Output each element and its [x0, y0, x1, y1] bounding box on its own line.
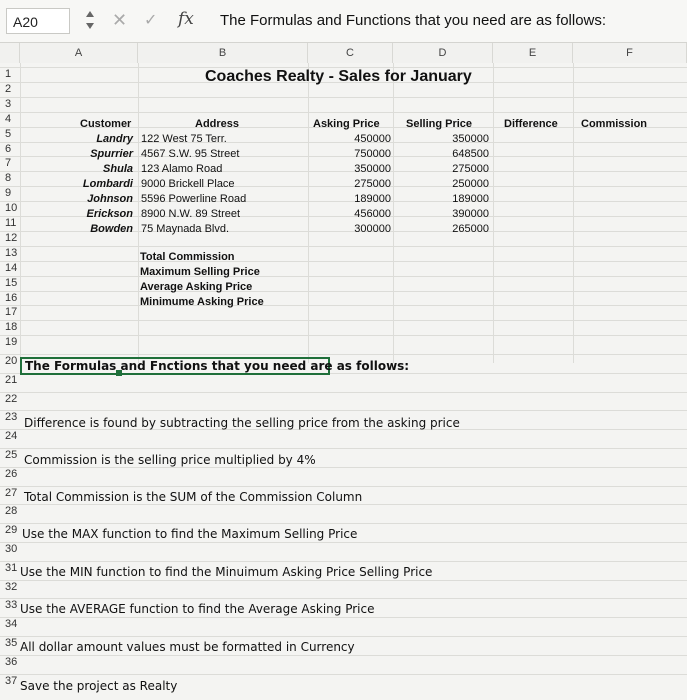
label-max-selling[interactable]: Maximum Selling Price: [140, 266, 260, 278]
label-total-commission[interactable]: Total Commission: [140, 251, 235, 263]
row-gridline: [0, 598, 687, 599]
customer-cell[interactable]: Spurrier: [90, 148, 133, 160]
row-header[interactable]: 11: [5, 217, 17, 229]
row-header[interactable]: 15: [5, 276, 18, 289]
row-gridline: [0, 542, 687, 543]
row-header[interactable]: 35: [5, 637, 18, 649]
row-header[interactable]: 26: [5, 467, 18, 480]
row-header[interactable]: 37: [5, 674, 18, 687]
row-header[interactable]: 32: [5, 580, 18, 593]
customer-cell[interactable]: Johnson: [87, 193, 133, 205]
selling-price-cell[interactable]: 390000: [452, 208, 489, 220]
row-gridline: [0, 354, 687, 355]
row-gridline: [0, 392, 687, 393]
selling-price-cell[interactable]: 648500: [452, 148, 489, 160]
address-cell[interactable]: 8900 N.W. 89 Street: [141, 208, 241, 220]
row-header[interactable]: 3: [5, 97, 12, 110]
row-header[interactable]: 21: [5, 373, 18, 386]
customer-cell[interactable]: Bowden: [90, 223, 133, 235]
note-row-29[interactable]: Use the MAX function to find the Maximum Selling Price: [22, 527, 358, 541]
note-row-37[interactable]: Save the project as Realty: [20, 679, 178, 693]
row-header[interactable]: 36: [5, 655, 18, 668]
address-cell[interactable]: 122 West 75 Terr.: [141, 133, 227, 145]
row-gridline: [0, 617, 687, 618]
address-cell[interactable]: 75 Maynada Blvd.: [141, 223, 230, 235]
row-gridline: [0, 655, 687, 656]
row-gridline: [0, 448, 687, 449]
row-gridline: [0, 112, 687, 113]
row-header[interactable]: 7: [5, 157, 12, 170]
header-address[interactable]: Address: [195, 118, 240, 130]
row-gridline: [0, 276, 687, 277]
row-header[interactable]: 28: [5, 505, 18, 518]
confirm-icon[interactable]: ✓: [144, 12, 158, 29]
header-asking-price[interactable]: Asking Price: [313, 118, 380, 130]
row-gridline: [0, 486, 687, 487]
note-row-33[interactable]: Use the AVERAGE function to find the Average Asking Price: [20, 602, 375, 616]
row-gridline: [0, 523, 687, 524]
row-header[interactable]: 33: [5, 599, 18, 612]
asking-price-cell[interactable]: 189000: [354, 193, 391, 205]
column-header-d[interactable]: D: [393, 43, 493, 63]
row-gridline: [0, 97, 687, 98]
row-gridline: [0, 335, 687, 336]
row-header[interactable]: 22: [5, 392, 18, 405]
customer-cell[interactable]: Erickson: [86, 208, 133, 220]
formula-input[interactable]: The Formulas and Functions that you need are as follows:: [220, 12, 607, 29]
customer-cell[interactable]: Lombardi: [82, 178, 133, 190]
row-gridline: [0, 320, 687, 321]
asking-price-cell[interactable]: 350000: [354, 163, 391, 175]
row-header[interactable]: 20: [5, 355, 18, 367]
column-header-c[interactable]: C: [308, 43, 393, 63]
column-header-f[interactable]: F: [573, 43, 687, 63]
row-gridline: [0, 561, 687, 562]
row-header[interactable]: 1: [5, 68, 12, 80]
row-header[interactable]: 25: [5, 449, 18, 461]
row-gridline: [0, 410, 687, 411]
row-header[interactable]: 12: [5, 231, 18, 244]
row-header[interactable]: 8: [5, 172, 12, 185]
address-cell[interactable]: 123 Alamo Road: [141, 163, 223, 175]
formula-bar: [0, 0, 687, 43]
function-icon[interactable]: fx: [178, 9, 194, 29]
selling-price-cell[interactable]: 275000: [452, 163, 489, 175]
chevron-down-icon[interactable]: [86, 23, 94, 29]
name-box[interactable]: A20: [6, 8, 70, 34]
header-selling-price[interactable]: Selling Price: [406, 118, 473, 130]
chevron-up-icon[interactable]: [86, 11, 94, 17]
row-header[interactable]: 31: [5, 561, 18, 574]
row-gridline: [0, 305, 687, 306]
row-header[interactable]: 23: [5, 411, 18, 424]
selling-price-cell[interactable]: 265000: [452, 223, 489, 235]
row-gridline: [0, 636, 687, 637]
header-commission[interactable]: Commission: [581, 118, 648, 130]
row-header[interactable]: 9: [5, 187, 12, 200]
row-header[interactable]: 17: [5, 306, 18, 319]
note-row-31[interactable]: Use the MIN function to find the Minuimum Asking Price Selling Price: [20, 565, 433, 579]
customer-cell[interactable]: Shula: [103, 163, 133, 175]
row-header[interactable]: 10: [5, 202, 18, 215]
row-header[interactable]: 34: [5, 618, 18, 631]
column-header-b[interactable]: B: [138, 43, 308, 63]
row-gridline: [0, 580, 687, 581]
header-difference[interactable]: Difference: [504, 118, 558, 130]
label-avg-asking[interactable]: Average Asking Price: [140, 281, 253, 293]
row-header[interactable]: 2: [5, 82, 12, 95]
note-row-27[interactable]: Total Commission is the SUM of the Commission Column: [24, 490, 363, 504]
row-header[interactable]: 27: [5, 486, 18, 499]
label-min-asking[interactable]: Minimume Asking Price: [140, 296, 264, 308]
selling-price-cell[interactable]: 250000: [452, 178, 489, 190]
row-header[interactable]: 5: [5, 127, 12, 140]
asking-price-cell[interactable]: 450000: [354, 133, 391, 145]
selling-price-cell[interactable]: 350000: [452, 133, 489, 145]
note-row-25[interactable]: Commission is the selling price multiplied by 4%: [24, 453, 316, 467]
asking-price-cell[interactable]: 456000: [354, 208, 391, 220]
select-all-corner[interactable]: [0, 43, 20, 63]
row-gridline: [0, 291, 687, 292]
row-header[interactable]: 13: [5, 246, 18, 259]
row-header[interactable]: 29: [5, 524, 18, 537]
row-header[interactable]: 19: [5, 336, 18, 349]
asking-price-cell[interactable]: 750000: [354, 148, 391, 160]
row-gridline: [0, 246, 687, 247]
address-cell[interactable]: 5596 Powerline Road: [141, 193, 247, 205]
row-header[interactable]: 30: [5, 543, 18, 555]
row-header[interactable]: 16: [5, 291, 18, 304]
name-box-stepper[interactable]: [84, 10, 96, 32]
note-row-35[interactable]: All dollar amount values must be formatted in Currency: [20, 640, 355, 654]
asking-price-cell[interactable]: 275000: [354, 178, 391, 190]
cancel-icon[interactable]: ✕: [112, 10, 128, 30]
note-row-23[interactable]: Difference is found by subtracting the selling price from the asking price: [24, 416, 460, 430]
row-header[interactable]: 6: [5, 142, 12, 155]
asking-price-cell[interactable]: 300000: [354, 223, 391, 235]
row-header[interactable]: 14: [5, 261, 18, 274]
row-header[interactable]: 4: [5, 112, 12, 125]
row-gridline: [0, 261, 687, 262]
row-header[interactable]: 24: [5, 430, 18, 443]
row-header[interactable]: 18: [5, 321, 18, 334]
sheet-title[interactable]: Coaches Realty - Sales for January: [205, 68, 472, 85]
header-customer[interactable]: Customer: [80, 118, 132, 130]
column-header-e[interactable]: E: [493, 43, 573, 63]
column-header-a[interactable]: A: [20, 43, 138, 63]
address-cell[interactable]: 4567 S.W. 95 Street: [141, 148, 240, 160]
note-row-20[interactable]: The Formulas and Fnctions that you need are as follows:: [25, 359, 410, 373]
address-cell[interactable]: 9000 Brickell Place: [141, 178, 235, 190]
customer-cell[interactable]: Landry: [96, 133, 133, 145]
row-gridline: [0, 674, 687, 675]
selling-price-cell[interactable]: 189000: [452, 193, 489, 205]
row-gridline: [0, 504, 687, 505]
